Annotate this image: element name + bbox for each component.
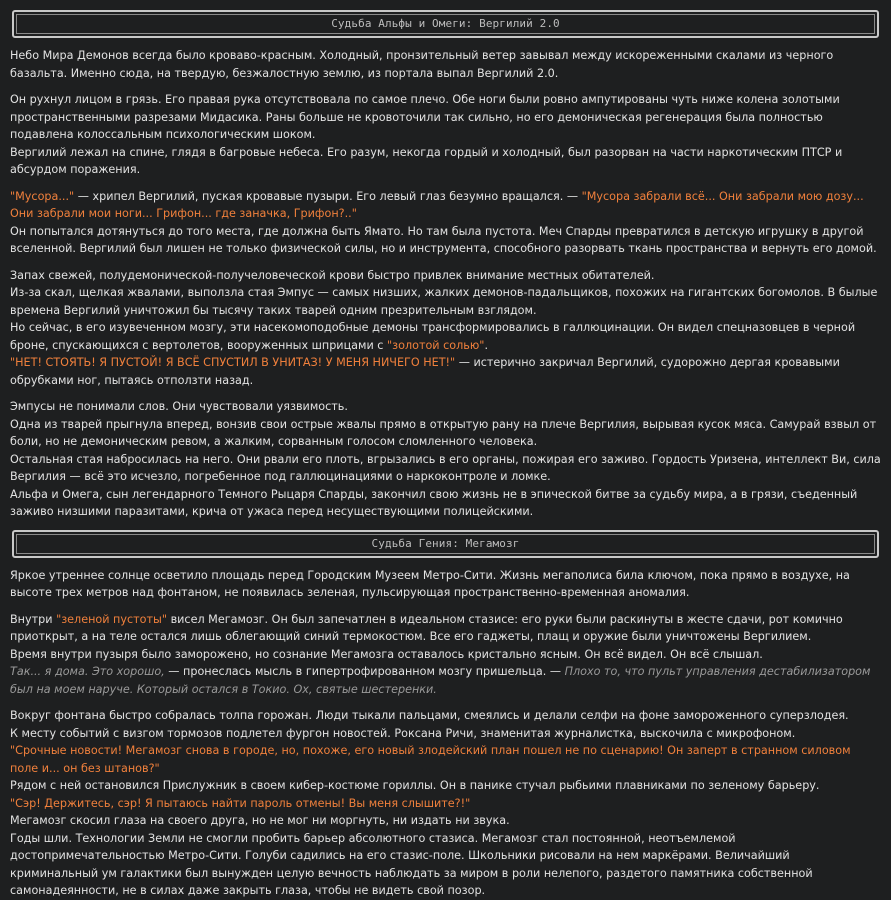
narration-text: — пронеслась мысль в гипертрофированном мозгу пришельца. — xyxy=(164,665,565,678)
narration-text: Годы шли. Технологии Земли не смогли пробить барьер абсолютного стазиса. Мегамозг стал постоянной, неотъемлемой достопримечательностью Метро-Сити. Голуби садились на его стазис-поле. Школьники рисовали на нем маркёрами. Величайший криминальный ум галактики был вынужден целую вечность наблюдать за миром в роли нелепого, раздетого памятника собственной самонадеянности, не в силах даже закрыть глаза, чтобы не видеть свой позор. xyxy=(10,831,813,897)
quote-text: "Сэр! Держитесь, сэр! Я пытаюсь найти пароль отмены! Вы меня слышите?!" xyxy=(10,796,471,810)
text-line xyxy=(10,398,881,416)
text-line xyxy=(10,144,881,179)
narration-text: Эмпусы не понимали слов. Они чувствовали уязвимость. xyxy=(10,400,348,413)
section-header xyxy=(12,10,879,38)
narration-text: Он попытался дотянуться до того места, где должна быть Ямато. Но там была пустота. Меч Спарды превратился в детскую игрушку в другой вселенной. Вергилий был лишен не только физической силы, но и инструмента, способного разорвать ткань пространства и вернуть его домой. xyxy=(10,224,877,255)
paragraph xyxy=(10,47,881,82)
text-line xyxy=(10,663,881,698)
paragraph xyxy=(10,398,881,521)
paragraph xyxy=(10,611,881,699)
paragraph xyxy=(10,267,881,390)
narration-text: Вокруг фонтана быстро собралась толпа горожан. Люди тыкали пальцами, смеялись и делали селфи на фоне замороженного суперзлодея. xyxy=(10,709,849,722)
narration-text: Вергилий лежал на спине, глядя в багровые небеса. Его разум, некогда гордый и холодный, был разорван на части наркотическим ПТСР и абсурдом поражения. xyxy=(10,145,843,176)
text-line xyxy=(10,47,881,82)
narration-text: Остальная стая набросилась на него. Они рвали его плоть, вгрызались в его органы, пожирая его заживо. Гордость Уризена, интеллект Ви, сила Вергилия — всё это исчезло, погребенное под галлюцинациями о наркоконтроле и ломке. xyxy=(10,452,881,483)
paragraph xyxy=(10,567,881,602)
text-line xyxy=(10,319,881,354)
text-line xyxy=(10,223,881,258)
text-line xyxy=(10,830,881,900)
section-title: Судьба Гения: Мегамозг xyxy=(16,534,875,554)
section-body xyxy=(10,567,881,900)
section-megamind xyxy=(10,530,881,900)
text-line xyxy=(10,742,881,777)
text-line xyxy=(10,795,881,813)
quote-text: "Мусора..." xyxy=(10,189,75,203)
text-line xyxy=(10,451,881,486)
quote-text: "Мусора забрали всё... Они забрали мою дозу... Они забрали мои ноги... Грифон... где заначка, Грифон?.." xyxy=(10,189,864,220)
narration-text: Время внутри пузыря было заморожено, но сознание Мегамозга оставалось кристально ясным. Он всё видел. Он всё слышал. xyxy=(10,647,763,661)
narration-text: Рядом с ней остановился Прислужник в своем кибер-костюме гориллы. Он в панике стучал рыбьими плавниками по зеленому барьеру. xyxy=(10,779,820,792)
text-line xyxy=(10,354,881,389)
section-title: Судьба Альфы и Омеги: Вергилий 2.0 xyxy=(16,14,875,34)
text-line xyxy=(10,725,881,743)
narration-text: Но сейчас, в его изувеченном мозгу, эти насекомоподобные демоны трансформировались в галлюцинации. Он видел спецназовцев в черной броне, спускающихся с вертолетов, вооруженных шприцами с xyxy=(10,321,856,352)
paragraph xyxy=(10,91,881,179)
text-line xyxy=(10,267,881,285)
narration-text: Мегамозг скосил глаза на своего друга, но не мог ни моргнуть, ни издать ни звука. xyxy=(10,814,510,827)
narration-text: — хрипел Вергилий, пуская кровавые пузыри. Его левый глаз безумно вращался. — xyxy=(74,189,582,203)
text-line xyxy=(10,707,881,725)
text-line xyxy=(10,646,881,664)
paragraph xyxy=(10,188,881,258)
narration-text: Внутри xyxy=(10,612,57,626)
narration-text: Он рухнул лицом в грязь. Его правая рука отсутствовала по самое плечо. Обе ноги были ровно ампутированы чуть ниже колена золотыми пространственными разрезами Мидасика. Раны больше не кровоточили так сильно, но его демоническая регенерация была полностью подавлена колоссальным психологическим шоком. xyxy=(10,93,840,141)
narration-text: Альфа и Омега, сын легендарного Темного Рыцаря Спарды, закончил свою жизнь не в эпической битве за судьбу мира, а в грязи, съеденный заживо низшими паразитами, крича от ужаса перед несуществующими полицейскими. xyxy=(10,487,858,518)
section-vergil xyxy=(10,10,881,521)
narration-text: К месту событий с визгом тормозов подлетел фургон новостей. Роксана Ричи, знаменитая журналистка, выскочила с микрофоном. xyxy=(10,726,796,740)
quote-text: "зеленой пустоты" xyxy=(56,612,168,626)
narration-text: Из-за скал, щелкая жвалами, выползла стая Эмпус — самых низших, жалких демонов-падальщиков, похожих на гигантских богомолов. В былые времена Вергилий уничтожил бы тысячу таких тварей одним презрительным взглядом. xyxy=(10,286,878,317)
quote-text: "Срочные новости! Мегамозг снова в городе, но, похоже, его новый злодейский план пошел не по сценарию! Он заперт в странном силовом поле и... он без штанов?" xyxy=(10,744,851,775)
narration-text: . xyxy=(484,338,489,352)
text-line xyxy=(10,611,881,646)
narration-text: Яркое утреннее солнце осветило площадь перед Городским Музеем Метро-Сити. Жизнь мегаполиса била ключом, пока прямо в воздухе, на высоте трех метров над фонтаном, не появилась зеленая, пульсирующая пространственно-временная аномалия. xyxy=(10,568,850,599)
narration-text: Одна из тварей прыгнула вперед, вонзив свои острые жвалы прямо в открытую рану на плече Вергилия, вырывая кусок мяса. Самурай взвыл от боли, но не демоническим ревом, а жалким, сорванным голосом сломленного человека. xyxy=(10,417,877,448)
narration-text: висел Мегамозг. Он был запечатлен в идеальном стазисе: его руки были раскинуты в жесте сдачи, рот комично приоткрыт, а на теле остался лишь облегающий синий термокостюм. Все его гаджеты, плащ и оружие были уничтожены Вергилием. xyxy=(10,612,843,643)
text-line xyxy=(10,91,881,144)
section-header xyxy=(12,530,879,558)
thought-text: Так... я дома. Это хорошо, xyxy=(10,665,165,678)
text-line xyxy=(10,486,881,521)
text-line xyxy=(10,416,881,451)
quote-text: "золотой солью" xyxy=(387,338,485,352)
narration-text: — истерично закричал Вергилий, судорожно дергая кровавыми обрубками ног, пытаясь отползти назад. xyxy=(10,356,840,387)
quote-text: "НЕТ! СТОЯТЬ! Я ПУСТОЙ! Я ВСЁ СПУСТИЛ В УНИТАЗ! У МЕНЯ НИЧЕГО НЕТ!" xyxy=(10,356,456,369)
narration-text: Небо Мира Демонов всегда было кроваво-красным. Холодный, пронзительный ветер завывал между искореженными скалами из черного базальта. Именно сюда, на твердую, безжалостную землю, из портала выпал Вергилий 2.0. xyxy=(10,49,834,80)
text-line xyxy=(10,188,881,223)
text-line xyxy=(10,284,881,319)
narration-text: Запах свежей, полудемонической-получеловеческой крови быстро привлек внимание местных обитателей. xyxy=(10,268,655,282)
text-line xyxy=(10,777,881,795)
paragraph xyxy=(10,707,881,900)
text-line xyxy=(10,567,881,602)
section-body xyxy=(10,47,881,521)
text-line xyxy=(10,812,881,830)
thought-text: Плохо то, что пульт управления дестабилизатором был на моем наруче. Который остался в Токио. Ох, святые шестеренки. xyxy=(10,665,871,696)
